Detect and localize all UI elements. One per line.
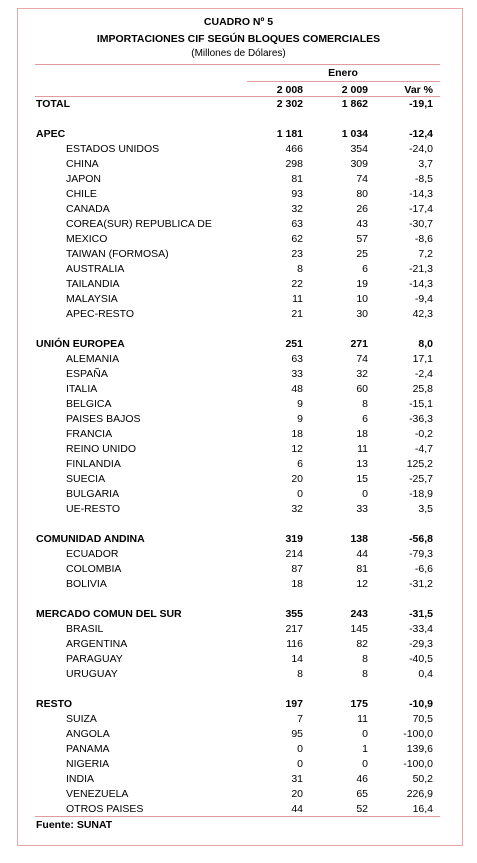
value-2008: 12 <box>291 443 303 455</box>
value-2009: 19 <box>356 278 368 290</box>
value-var: -12,4 <box>409 128 433 140</box>
value-2009: 11 <box>357 713 368 725</box>
value-2008: 8 <box>297 668 303 680</box>
country-label: MEXICO <box>66 233 108 245</box>
value-var: -25,7 <box>409 473 433 485</box>
value-2009: 175 <box>350 698 368 710</box>
country-label: UE-RESTO <box>66 503 121 515</box>
value-var: 0,4 <box>418 668 433 680</box>
value-var: -100,0 <box>403 728 433 740</box>
country-label: PANAMA <box>66 743 110 755</box>
value-var: 17,1 <box>412 353 433 365</box>
value-2009: 8 <box>362 653 368 665</box>
value-var: 25,8 <box>412 383 433 395</box>
value-2009: 1 862 <box>341 98 368 110</box>
value-var: -14,3 <box>409 278 433 290</box>
country-label: CHILE <box>66 188 97 200</box>
value-2009: 138 <box>350 533 368 545</box>
value-2009: 6 <box>362 413 368 425</box>
value-2009: 46 <box>356 773 368 785</box>
group-label: TOTAL <box>36 98 71 110</box>
value-var: -100,0 <box>403 758 433 770</box>
value-2009: 26 <box>356 203 368 215</box>
value-2008: 22 <box>291 278 303 290</box>
value-2008: 8 <box>297 263 303 275</box>
country-label: SUIZA <box>66 713 97 725</box>
country-label: REINO UNIDO <box>66 443 137 455</box>
value-2009: 271 <box>350 338 368 350</box>
value-2008: 0 <box>297 743 303 755</box>
value-2008: 63 <box>291 353 303 365</box>
value-var: -36,3 <box>409 413 433 425</box>
value-var: -56,8 <box>409 533 433 545</box>
header-top-rule <box>35 64 440 65</box>
value-2008: 2 302 <box>276 98 303 110</box>
value-2008: 7 <box>297 713 303 725</box>
value-var: -79,3 <box>409 548 433 560</box>
country-label: ECUADOR <box>66 548 119 560</box>
value-var: -33,4 <box>409 623 433 635</box>
country-label: ANGOLA <box>66 728 110 740</box>
country-label: BELGICA <box>66 398 112 410</box>
value-2008: 20 <box>291 788 303 800</box>
value-2009: 33 <box>356 503 368 515</box>
value-2009: 13 <box>356 458 368 470</box>
country-label: CANADA <box>66 203 110 215</box>
value-var: -21,3 <box>409 263 433 275</box>
source-note: Fuente: SUNAT <box>36 819 113 831</box>
value-2008: 116 <box>286 638 303 650</box>
table-units: (Millones de Dólares) <box>191 48 286 59</box>
value-var: 3,7 <box>418 158 433 170</box>
value-2008: 251 <box>285 338 303 350</box>
value-var: -40,5 <box>409 653 433 665</box>
country-label: JAPON <box>66 173 102 185</box>
country-label: AUSTRALIA <box>66 263 125 275</box>
value-2008: 93 <box>291 188 303 200</box>
country-label: ITALIA <box>66 383 98 395</box>
country-label: MALAYSIA <box>66 293 118 305</box>
value-2008: 214 <box>285 548 303 560</box>
header-bottom-rule <box>35 96 440 97</box>
group-label: COMUNIDAD ANDINA <box>36 533 145 545</box>
value-2008: 87 <box>291 563 303 575</box>
group-label: APEC <box>36 128 66 140</box>
value-2008: 9 <box>297 413 303 425</box>
country-label: BRASIL <box>66 623 104 635</box>
value-2008: 466 <box>285 143 303 155</box>
value-2008: 1 181 <box>276 128 303 140</box>
value-2008: 44 <box>291 803 303 815</box>
value-2008: 31 <box>291 773 303 785</box>
value-2009: 15 <box>356 473 368 485</box>
value-2008: 18 <box>291 428 303 440</box>
value-2008: 319 <box>285 533 303 545</box>
col-var-header: Var % <box>404 84 433 96</box>
country-label: OTROS PAISES <box>66 803 144 815</box>
value-var: -18,9 <box>409 488 433 500</box>
value-2009: 44 <box>356 548 368 560</box>
value-var: -31,5 <box>409 608 433 620</box>
country-label: FINLANDIA <box>66 458 121 470</box>
value-2009: 145 <box>350 623 368 635</box>
value-var: -0,2 <box>414 428 433 440</box>
value-var: -9,4 <box>414 293 433 305</box>
group-label: MERCADO COMUN DEL SUR <box>36 608 182 620</box>
country-label: CHINA <box>66 158 99 170</box>
country-label: ESTADOS UNIDOS <box>66 143 160 155</box>
value-2009: 10 <box>356 293 368 305</box>
value-var: -8,5 <box>414 173 433 185</box>
value-2009: 65 <box>356 788 368 800</box>
value-2008: 14 <box>291 653 303 665</box>
country-label: ALEMANIA <box>66 353 120 365</box>
value-2008: 355 <box>285 608 303 620</box>
value-2009: 57 <box>356 233 368 245</box>
value-var: -14,3 <box>409 188 433 200</box>
country-label: COLOMBIA <box>66 563 122 575</box>
value-2009: 12 <box>356 578 368 590</box>
value-2008: 197 <box>285 698 303 710</box>
value-2008: 21 <box>291 308 303 320</box>
value-2009: 74 <box>356 173 368 185</box>
value-2008: 11 <box>292 293 303 305</box>
table-title: IMPORTACIONES CIF SEGÚN BLOQUES COMERCIALES <box>96 33 381 45</box>
value-2008: 62 <box>291 233 303 245</box>
value-var: 42,3 <box>412 308 433 320</box>
value-2009: 0 <box>362 488 368 500</box>
value-2009: 74 <box>356 353 368 365</box>
value-var: -31,2 <box>409 578 433 590</box>
value-2009: 80 <box>356 188 368 200</box>
value-var: 125,2 <box>406 458 433 470</box>
value-var: 139,6 <box>406 743 433 755</box>
group-label: UNIÓN EUROPEA <box>36 338 125 350</box>
country-label: PAISES BAJOS <box>66 413 141 425</box>
country-label: ESPAÑA <box>66 368 108 380</box>
country-label: INDIA <box>66 773 95 785</box>
country-label: TAIWAN (FORMOSA) <box>66 248 169 260</box>
value-2009: 32 <box>356 368 368 380</box>
table-number: CUADRO Nº 5 <box>203 16 274 28</box>
value-2009: 18 <box>356 428 368 440</box>
value-2009: 11 <box>357 443 368 455</box>
value-2008: 6 <box>297 458 303 470</box>
country-label: BOLIVIA <box>66 578 107 590</box>
value-2009: 0 <box>362 728 368 740</box>
value-2008: 48 <box>291 383 303 395</box>
value-2009: 52 <box>356 803 368 815</box>
value-2008: 32 <box>291 203 303 215</box>
value-var: 226,9 <box>406 788 433 800</box>
value-2009: 1 <box>362 743 368 755</box>
value-2009: 0 <box>362 758 368 770</box>
value-2009: 243 <box>350 608 368 620</box>
value-var: -4,7 <box>414 443 433 455</box>
value-var: -10,9 <box>409 698 433 710</box>
col-2008-header: 2 008 <box>276 84 303 96</box>
value-2008: 81 <box>291 173 303 185</box>
value-2009: 8 <box>362 668 368 680</box>
value-var: 70,5 <box>412 713 433 725</box>
value-2008: 0 <box>297 488 303 500</box>
value-var: -29,3 <box>409 638 433 650</box>
value-2008: 20 <box>291 473 303 485</box>
value-2009: 82 <box>356 638 368 650</box>
country-label: URUGUAY <box>66 668 118 680</box>
value-2008: 33 <box>291 368 303 380</box>
country-label: APEC-RESTO <box>66 308 135 320</box>
value-var: -30,7 <box>409 218 433 230</box>
value-2008: 32 <box>291 503 303 515</box>
value-2008: 63 <box>291 218 303 230</box>
value-var: -24,0 <box>409 143 433 155</box>
value-2009: 8 <box>362 398 368 410</box>
value-var: -15,1 <box>409 398 433 410</box>
value-2009: 25 <box>356 248 368 260</box>
value-2009: 81 <box>356 563 368 575</box>
value-2009: 309 <box>350 158 368 170</box>
value-2008: 95 <box>291 728 303 740</box>
value-2008: 9 <box>297 398 303 410</box>
value-var: 7,2 <box>418 248 433 260</box>
country-label: SUECIA <box>66 473 106 485</box>
value-2009: 30 <box>356 308 368 320</box>
value-var: -2,4 <box>414 368 433 380</box>
country-label: PARAGUAY <box>66 653 123 665</box>
value-var: -8,6 <box>414 233 433 245</box>
value-2009: 6 <box>362 263 368 275</box>
value-var: 3,5 <box>418 503 433 515</box>
value-2009: 60 <box>356 383 368 395</box>
value-var: -6,6 <box>414 563 433 575</box>
value-var: -17,4 <box>409 203 433 215</box>
country-label: ARGENTINA <box>66 638 128 650</box>
value-var: -19,1 <box>409 98 433 110</box>
value-2009: 43 <box>356 218 368 230</box>
value-var: 8,0 <box>418 338 433 350</box>
group-label: RESTO <box>36 698 72 710</box>
col-2009-header: 2 009 <box>341 84 368 96</box>
country-label: VENEZUELA <box>66 788 129 800</box>
value-2008: 0 <box>297 758 303 770</box>
value-2008: 298 <box>285 158 303 170</box>
value-var: 16,4 <box>412 803 433 815</box>
country-label: TAILANDIA <box>66 278 120 290</box>
country-label: FRANCIA <box>66 428 113 440</box>
period-header: Enero <box>328 67 358 79</box>
country-label: BULGARIA <box>66 488 120 500</box>
value-2009: 1 034 <box>341 128 368 140</box>
value-2008: 23 <box>291 248 303 260</box>
table-bottom-rule <box>35 816 440 817</box>
value-2008: 18 <box>291 578 303 590</box>
value-2008: 217 <box>285 623 303 635</box>
period-rule <box>247 81 440 82</box>
country-label: COREA(SUR) REPUBLICA DE <box>66 218 212 230</box>
value-var: 50,2 <box>412 773 433 785</box>
country-label: NIGERIA <box>66 758 110 770</box>
value-2009: 354 <box>350 143 368 155</box>
